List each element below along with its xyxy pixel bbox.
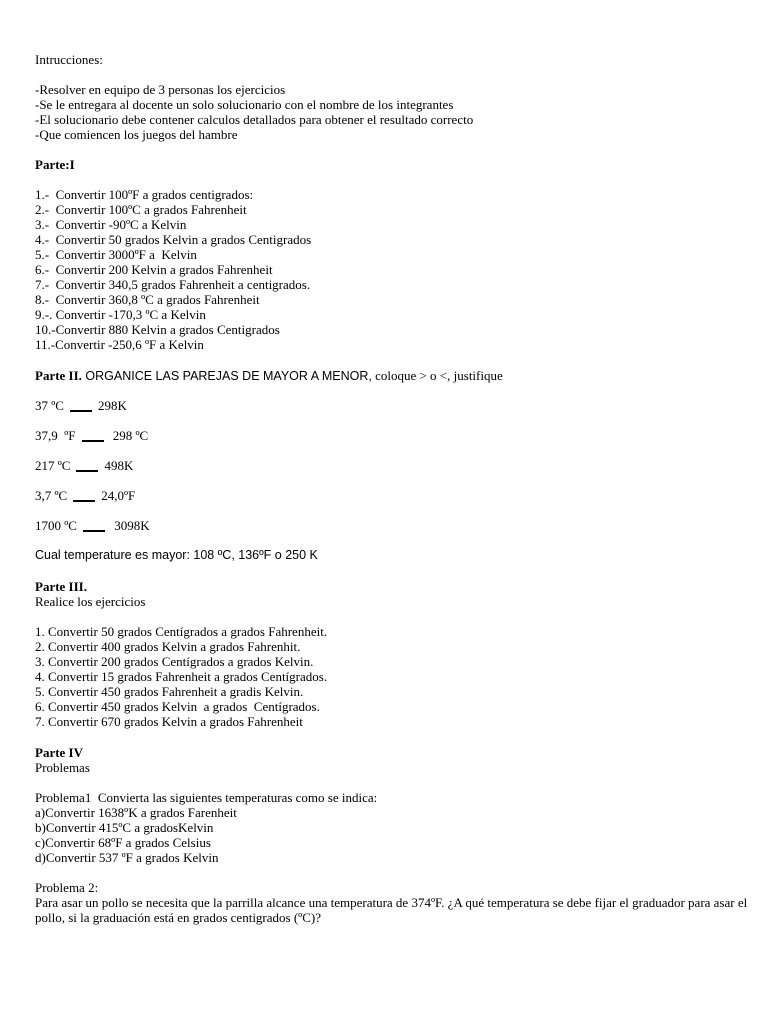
part2-heading-text: ORGANICE LAS PAREJAS DE MAYOR A MENOR, — [81, 369, 372, 383]
part2-title: Parte II. — [35, 368, 82, 383]
part1-item: 11.-Convertir -250,6 ºF a Kelvin — [35, 337, 204, 352]
part2-question: Cual temperature es mayor: 108 ºC, 136ºF o 250 K — [35, 548, 318, 562]
part2-heading-tail: coloque > o <, justifique — [371, 368, 503, 383]
instruction-item: -Que comiencen los juegos del hambre — [35, 127, 238, 142]
answer-blank — [70, 410, 92, 412]
part1-item: 10.-Convertir 880 Kelvin a grados Centigrados — [35, 322, 280, 337]
problem1-title: Problema1 Convierta las siguientes temperaturas como se indica: — [35, 790, 378, 805]
pair-right-value: 298K — [97, 398, 127, 413]
comparison-pair — [35, 428, 748, 443]
comparison-pair — [35, 458, 748, 473]
part4-section — [35, 745, 748, 925]
pair-left-value: 1700 ºC — [35, 518, 77, 533]
part2-heading — [35, 368, 748, 383]
part3-item: 2. Convertir 400 grados Kelvin a grados Fahrenhit. — [35, 639, 301, 654]
part3-item: 1. Convertir 50 grados Centígrados a grados Fahrenheit. — [35, 624, 328, 639]
problem2-title: Problema 2: — [35, 880, 99, 895]
instructions-section — [35, 52, 748, 142]
instruction-item: -Se le entregara al docente un solo solucionario con el nombre de los integrantes — [35, 97, 454, 112]
instruction-item: -El solucionario debe contener calculos detallados para obtener el resultado correcto — [35, 112, 474, 127]
pair-left-value: 3,7 ºC — [35, 488, 68, 503]
part1-item: 6.- Convertir 200 Kelvin a grados Fahrenheit — [35, 262, 273, 277]
instruction-item: -Resolver en equipo de 3 personas los ejercicios — [35, 82, 286, 97]
part3-section — [35, 579, 748, 729]
part2-section — [35, 368, 748, 563]
part1-item: 2.- Convertir 100ºC a grados Fahrenheit — [35, 202, 247, 217]
part3-item: 5. Convertir 450 grados Fahrenheit a gradis Kelvin. — [35, 684, 304, 699]
answer-blank — [83, 530, 105, 532]
part3-item: 6. Convertir 450 grados Kelvin a grados Centígrados. — [35, 699, 320, 714]
part3-item: 7. Convertir 670 grados Kelvin a grados Fahrenheit — [35, 714, 303, 729]
comparison-pair — [35, 518, 748, 533]
part3-subtitle: Realice los ejercicios — [35, 594, 146, 609]
part1-item: 1.- Convertir 100ºF a grados centigrados: — [35, 187, 254, 202]
answer-blank — [82, 440, 104, 442]
pair-right-value: 298 ºC — [109, 428, 149, 443]
instructions-title: Intrucciones: — [35, 52, 103, 67]
part3-item: 4. Convertir 15 grados Fahrenheit a grados Centígrados. — [35, 669, 328, 684]
part1-item: 7.- Convertir 340,5 grados Fahrenheit a centigrados. — [35, 277, 311, 292]
pair-left-value: 217 ºC — [35, 458, 71, 473]
part3-title: Parte III. — [35, 579, 87, 594]
pair-right-value: 3098K — [110, 518, 150, 533]
pair-left-value: 37 ºC — [35, 398, 64, 413]
problem2-text: Para asar un pollo se necesita que la parrilla alcance una temperatura de 374ºF. ¿A qué temperatura se debe fijar el graduador para asar el pollo, si la graduación está en grados centigrados (ºC)? — [35, 895, 748, 925]
problem1-item: c)Convertir 68ºF a grados Celsius — [35, 835, 211, 850]
part4-title: Parte IV — [35, 745, 84, 760]
problem1-item: b)Convertir 415ºC a gradosKelvin — [35, 820, 214, 835]
answer-blank — [76, 470, 98, 472]
problem1-item: a)Convertir 1638ºK a grados Farenheit — [35, 805, 237, 820]
pair-left-value: 37,9 ºF — [35, 428, 76, 443]
part1-item: 3.- Convertir -90ºC a Kelvin — [35, 217, 187, 232]
pair-right-value: 24,0ºF — [101, 488, 136, 503]
answer-blank — [73, 500, 95, 502]
part1-section — [35, 157, 748, 352]
problem1-item: d)Convertir 537 ºF a grados Kelvin — [35, 850, 219, 865]
part1-title: Parte:I — [35, 157, 75, 172]
part4-subtitle: Problemas — [35, 760, 90, 775]
part1-item: 8.- Convertir 360,8 ºC a grados Fahrenheit — [35, 292, 260, 307]
comparison-pair — [35, 398, 748, 413]
part1-item: 5.- Convertir 3000ºF a Kelvin — [35, 247, 197, 262]
part3-item: 3. Convertir 200 grados Centígrados a grados Kelvin. — [35, 654, 314, 669]
part1-item: 4.- Convertir 50 grados Kelvin a grados Centigrados — [35, 232, 312, 247]
pair-right-value: 498K — [104, 458, 134, 473]
comparison-pair — [35, 488, 748, 503]
part1-item: 9.-. Convertir -170,3 ºC a Kelvin — [35, 307, 206, 322]
